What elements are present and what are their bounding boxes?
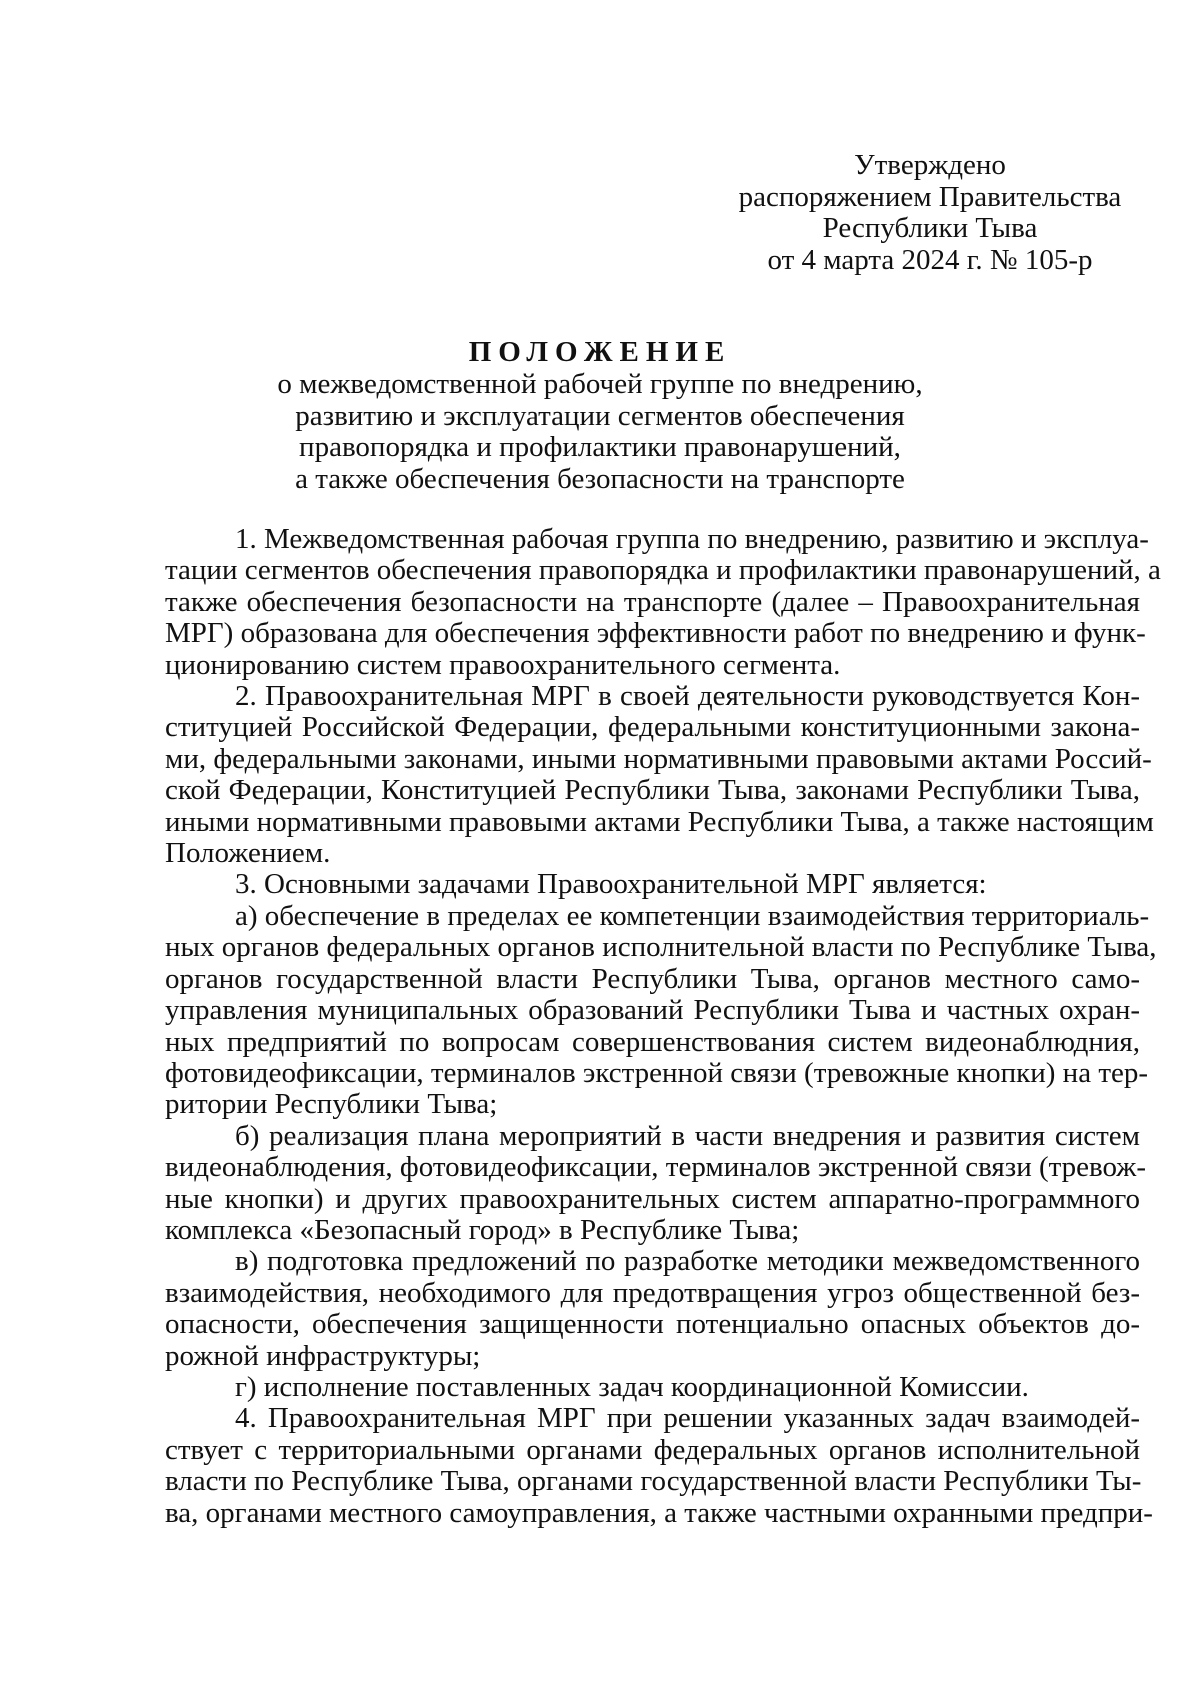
item-v-line: взаимодействия, необходимого для предотвращения угроз общественной без-: [165, 1276, 1140, 1309]
paragraph-4-line: власти по Республике Тыва, органами государственной власти Республики Ты-: [165, 1465, 1142, 1498]
item-a-line: органов государственной власти Республики Тыва, органов местного само-: [165, 962, 1140, 995]
item-a-line: управления муниципальных образований Республики Тыва и частных охран-: [165, 994, 1140, 1027]
paragraph-4-line: 4. Правоохранительная МРГ при решении указанных задач взаимодей-: [235, 1402, 1140, 1435]
paragraph-1-line: тации сегментов обеспечения правопорядка и профилактики правонарушений, а: [165, 554, 1161, 587]
approval-line: Утверждено: [854, 149, 1006, 181]
paragraph-1-line: 1. Межведомственная рабочая группа по внедрению, развитию и эксплуа-: [235, 523, 1149, 555]
approval-line: распоряжением Правительства: [738, 180, 1122, 213]
approval-line: Республики Тыва: [822, 212, 1038, 244]
paragraph-1-line: ционированию систем правоохранительного сегмента.: [165, 648, 841, 681]
subtitle-line: правопорядка и профилактики правонарушений,: [299, 431, 901, 463]
paragraph-1-line: МРГ) образована для обеспечения эффективности работ по внедрению и функ-: [165, 617, 1146, 650]
item-a-line: а) обеспечение в пределах ее компетенции взаимодействия территориаль-: [235, 899, 1150, 932]
subtitle-line: развитию и эксплуатации сегментов обеспечения: [295, 399, 905, 432]
item-g-line: г) исполнение поставленных задач координационной Комиссии.: [235, 1370, 1029, 1403]
paragraph-3-line: 3. Основными задачами Правоохранительной МРГ является:: [235, 868, 987, 901]
document-title: ПОЛОЖЕНИЕ: [468, 336, 732, 368]
item-b-line: видеонаблюдения, фотовидеофиксации, терминалов экстренной связи (тревож-: [165, 1151, 1147, 1184]
item-b-line: комплекса «Безопасный город» в Республике Тыва;: [165, 1213, 800, 1246]
item-a-line: фотовидеофиксации, терминалов экстренной связи (тревожные кнопки) на тер-: [165, 1056, 1149, 1089]
document-subtitle: [0, 369, 1200, 495]
item-v-line: в) подготовка предложений по разработке методики межведомственного: [235, 1245, 1140, 1278]
paragraph-2-line: иными нормативными правовыми актами Республики Тыва, а также настоящим: [165, 805, 1154, 838]
subtitle-line: о межведомственной рабочей группе по внедрению,: [277, 368, 923, 400]
item-a-line: ных предприятий по вопросам совершенствования систем видеонаблюдния,: [165, 1025, 1140, 1058]
paragraph-4-line: ствует с территориальными органами федеральных органов исполнительной: [165, 1433, 1140, 1466]
item-v-line: опасности, обеспечения защищенности потенциально опасных объектов до-: [165, 1308, 1140, 1341]
item-b-line: б) реализация плана мероприятий в части внедрения и развития систем: [235, 1119, 1140, 1152]
paragraph-2-line: ституцией Российской Федерации, федеральными конституционными закона-: [165, 711, 1140, 744]
paragraph-4-line: ва, органами местного самоуправления, а также частными охранными предпри-: [165, 1496, 1153, 1529]
item-v-line: рожной инфраструктуры;: [165, 1339, 481, 1372]
paragraph-2-line: 2. Правоохранительная МРГ в своей деятельности руководствуется Кон-: [235, 680, 1140, 713]
paragraph-2-line: Положением.: [165, 837, 331, 870]
approval-line: от 4 марта 2024 г. № 105-р: [767, 243, 1093, 276]
document-body: [165, 523, 1161, 1529]
item-a-line: ных органов федеральных органов исполнительной власти по Республике Тыва,: [165, 931, 1157, 964]
item-a-line: ритории Республики Тыва;: [165, 1088, 498, 1121]
subtitle-line: а также обеспечения безопасности на транспорте: [295, 462, 905, 495]
paragraph-2-line: ской Федерации, Конституцией Республики Тыва, законами Республики Тыва,: [165, 774, 1140, 807]
approval-stamp: [700, 150, 1160, 276]
paragraph-2-line: ми, федеральными законами, иными нормативными правовыми актами Россий-: [165, 742, 1152, 775]
item-b-line: ные кнопки) и других правоохранительных систем аппаратно-программного: [165, 1182, 1140, 1215]
paragraph-1-line: также обеспечения безопасности на транспорте (далее – Правоохранительная: [165, 585, 1140, 618]
